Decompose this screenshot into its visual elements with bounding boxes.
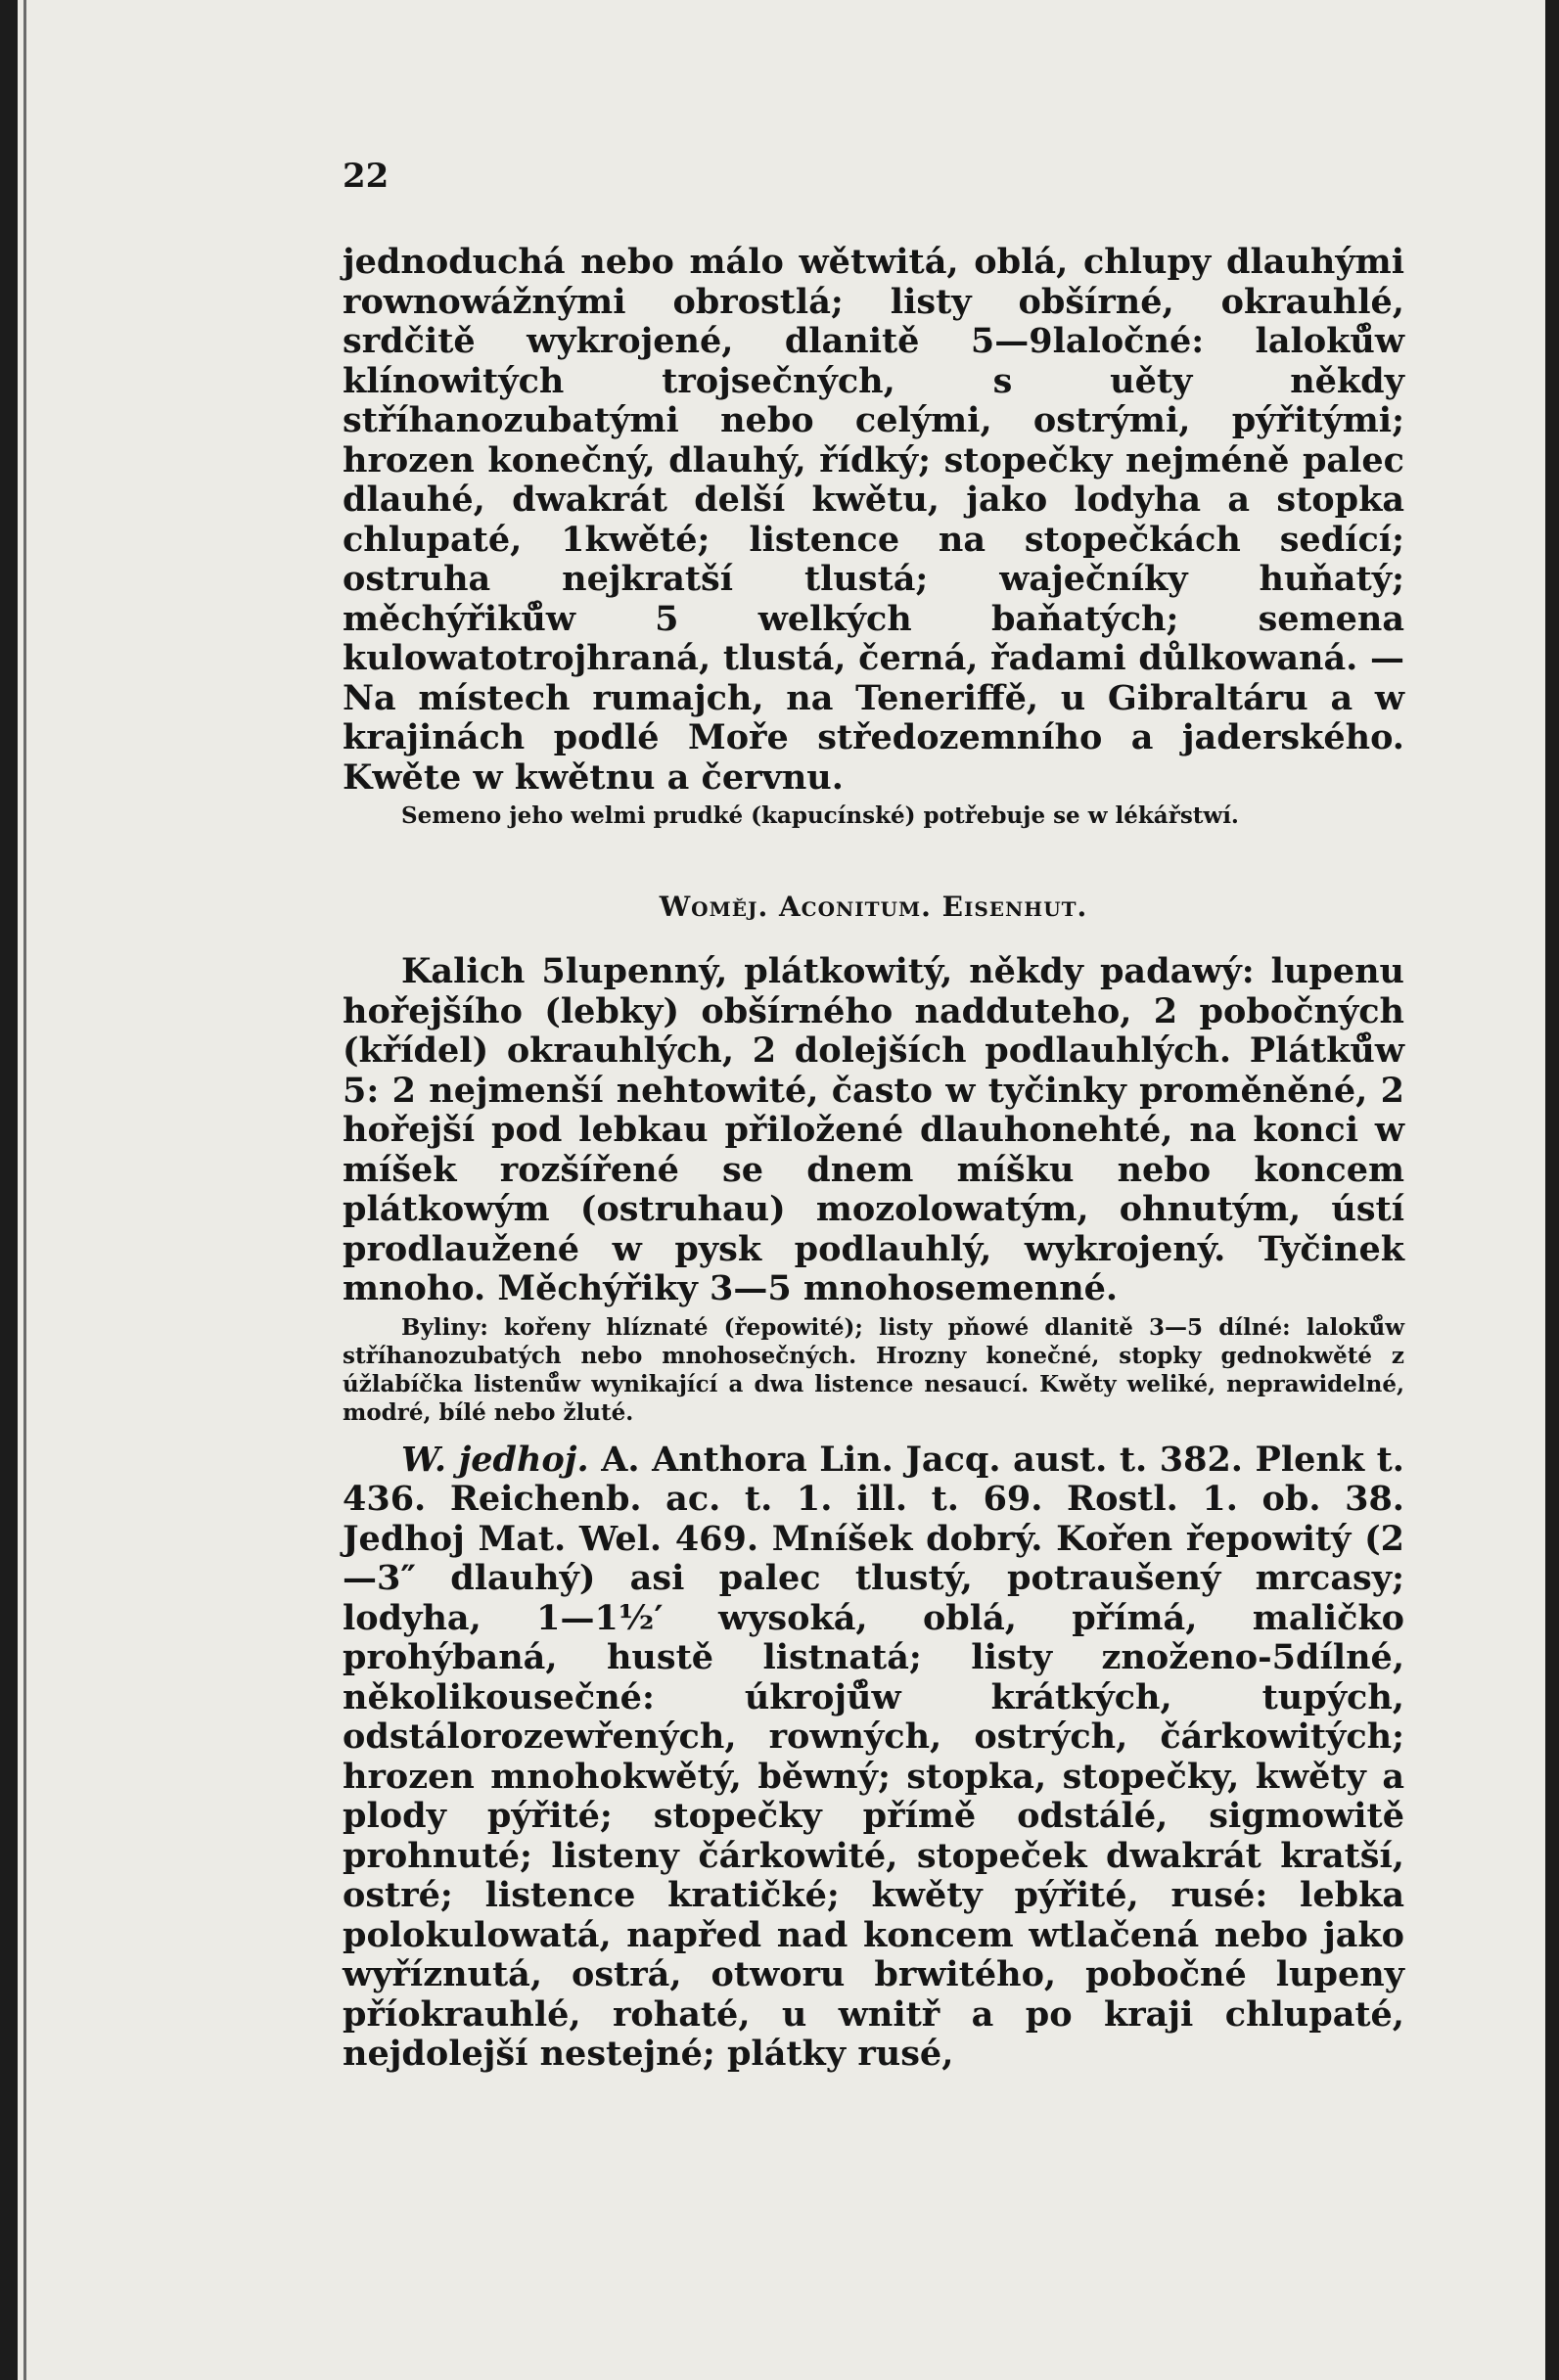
genus-czech: Woměj.: [659, 891, 769, 923]
species-description: A. Anthora Lin. Jacq. aust. t. 382. Plenk t. 436. Reichenb. ac. t. 1. ill. t. 69. Rostl. 1. ob. 38. Jedhoj Mat. Wel. 469. Mníšek dobrý. Kořen řepowitý (2—3″ dlauhý) asi palec tlustý, potraušený mrcasy; lodyha, 1—1½′ wysoká, oblá, přímá, maličko prohýbaná, hustě listnatá; listy znoženo-5dílné, několikousečné: úkrojů̊w krátkých, tupých, odstálorozewřených, rowných, ostrých, čárkowitých; hrozen mnohokwětý, běwný; stopka, stopečky, kwěty a plody pýřité; stopečky přímě odstálé, sigmowitě prohnuté; listeny čárkowité, stopeček dwakrát kratší, ostré; listence kratičké; kwěty pýřité, rusé: lebka polokulowatá, napřed nad koncem wtlačená nebo jako wyříznutá, ostrá, otworu brwitého, pobočné lupeny příokrauhlé, rohaté, u wnitř a po kraji chlupaté, nejdolejší nestejné; plátky rusé,: [343, 1439, 1404, 2074]
genus-heading: [343, 891, 1404, 923]
genus-german: Eisenhut.: [941, 891, 1088, 923]
scan-border-left: [0, 0, 18, 2380]
genus-note: Byliny: kořeny hlíznaté (řepowité); listy pňowé dlanitě 3—5 dílné: laloků̊w stříhanozubatých nebo mnohosečných. Hrozny konečné, stopky gednokwěté z úžlabíčka listenů̊w wynikající a dwa listence nesaucí. Kwěty weliké, neprawidelné, modré, bílé nebo žluté.: [343, 1313, 1404, 1426]
page-number: 22: [343, 157, 390, 196]
book-page: [343, 157, 1404, 2075]
scan-border-right: [1545, 0, 1559, 2380]
paragraph-continued: jednoduchá nebo málo wětwitá, oblá, chlupy dlauhými rownowážnými obrostlá; listy obšírné, okrauhlé, srdčitě wykrojené, dlanitě 5—9laločné: laloků̊w klínowitých trojsečných, s uěty někdy stříhanozubatými nebo celými, ostrými, pýřitými; hrozen konečný, dlauhý, řídký; stopečky nejméně palec dlauhé, dwakrát delší kwětu, jako lodyha a stopka chlupaté, 1kwěté; listence na stopečkách sedící; ostruha nejkratší tlustá; waječníky huňatý; měchýřiků̊w 5 welkých baňatých; semena kulowatotrojhraná, tlustá, černá, řadami důlkowaná. — Na místech rumajch, na Teneriffě, u Gibraltáru a w krajinách podlé Moře středozemního a jaderského. Kwěte w kwětnu a červnu.: [343, 242, 1404, 798]
species-name: W. jedhoj.: [401, 1439, 589, 1480]
genus-description: Kalich 5lupenný, plátkowitý, někdy padawý: lupenu hořejšího (lebky) obšírného nadduteho, 2 pobočných (křídel) okrauhlých, 2 dolejších podlauhlých. Plátků̊w 5: 2 nejmenší nehtowité, často w tyčinky proměněné, 2 hořejší pod lebkau přiložené dlauhonehté, na konci w míšek rozšířené se dnem míšku nebo koncem plátkowým (ostruhau) mozolowatým, ohnutým, ústí prodlaužené w pysk podlauhlý, wykrojený. Tyčinek mnoho. Měchýřiky 3—5 mnohosemenné.: [343, 951, 1404, 1308]
scan-border-line: [23, 0, 26, 2380]
genus-latin: Aconitum.: [778, 891, 932, 923]
species-entry: [343, 1441, 1404, 2075]
footnote-medicinal-use: Semeno jeho welmi prudké (kapucínské) potřebuje se w lékářstwí.: [401, 802, 1239, 829]
